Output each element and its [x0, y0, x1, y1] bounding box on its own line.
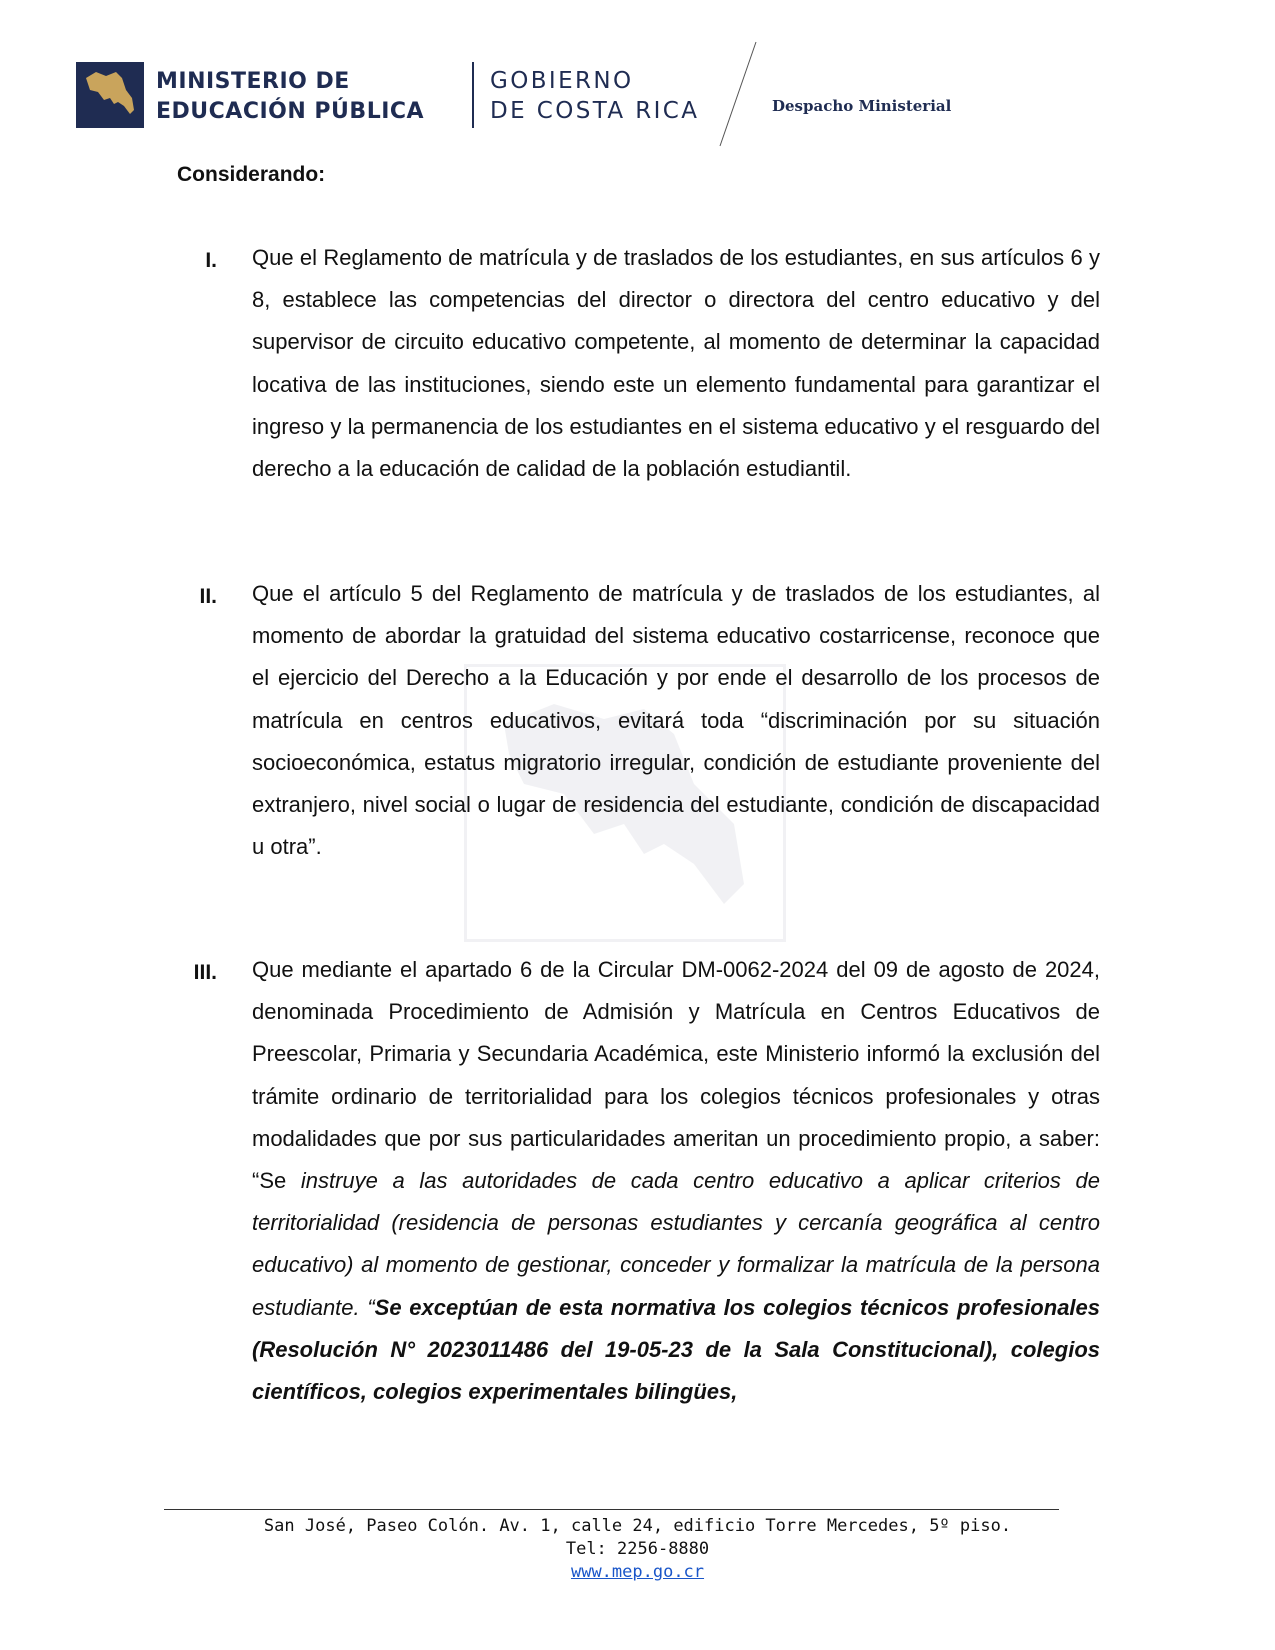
clause-text: Que el artículo 5 del Reglamento de matrícula y de traslados de los estudiantes, al momento de abordar la gratuidad del sistema educativo costarricense, reconoce que el ejercicio del Derecho a la Educación y por ende el desarrollo de los procesos de matrícula en centros educativos, evitará toda “discriminación por su situación socioeconómica, estatus migratorio irregular, condición de estudiante proveniente del extranjero, nivel social o lugar de residencia del estudiante, condición de discapacidad u otra”.: [252, 581, 1100, 860]
costa-rica-map-icon: [76, 62, 144, 128]
clause-text-plain: Que mediante el apartado 6 de la Circular DM-0062-2024 del 09 de agosto de 2024, denominada Procedimiento de Admisión y Matrícula en Centros Educativos de Preescolar, Primaria y Secundaria Académica, este Ministerio informó la exclusión del trámite ordinario de territorialidad para los colegios técnicos profesionales y otras modalidades que por sus particularidades ameritan un procedimiento propio, a saber: “Se: [252, 957, 1100, 1194]
footer-phone: Tel: 2256-8880: [565, 1539, 710, 1559]
header-divider: [472, 62, 474, 128]
ministry-line-2: EDUCACIÓN PÚBLICA: [156, 99, 425, 124]
ministry-logo: [76, 62, 144, 128]
ministry-name: [156, 67, 424, 127]
government-name: [490, 66, 699, 126]
government-line-1: GOBIERNO: [490, 68, 634, 94]
website-link[interactable]: www.mep.go.cr: [570, 1562, 705, 1582]
clause-numeral: II.: [199, 585, 217, 608]
clause-text-emphasis: Se exceptúan de esta normativa los colegios técnicos profesionales (Resolución N° 2023011486 del 19-05-23 de la Sala Constitucional), colegios científicos, colegios experimentales bilingües,: [252, 1294, 1101, 1405]
office-name: Despacho Ministerial: [772, 97, 952, 115]
footer-website-line: [0, 1562, 1275, 1582]
government-line-2: DE COSTA RICA: [490, 98, 700, 124]
header-slash-divider: [718, 40, 758, 150]
clause-text-quote: instruye a las autoridades de cada centro educativo a aplicar criterios de territorialidad (residencia de personas estudiantes y cercanía geográfica al centro educativo) al momento de gestionar, conceder y formalizar la matrícula de la persona estudiante. “: [252, 1168, 1100, 1320]
clause-numeral: I.: [205, 249, 217, 272]
clause-numeral: III.: [193, 961, 217, 984]
footer-address: San José, Paseo Colón. Av. 1, calle 24, edificio Torre Mercedes, 5º piso.: [263, 1516, 1012, 1536]
footer-divider: [164, 1509, 1059, 1510]
clause-text: Que el Reglamento de matrícula y de traslados de los estudiantes, en sus artículos 6 y 8, establece las competencias del director o directora del centro educativo y del supervisor de circuito educativo competente, al momento de determinar la capacidad locativa de las instituciones, siendo este un elemento fundamental para garantizar el ingreso y la permanencia de los estudiantes en el sistema educativo y el resguardo del derecho a la educación de calidad de la población estudiantil.: [252, 245, 1100, 482]
considering-heading: Considerando:: [177, 163, 326, 186]
ministry-line-1: MINISTERIO DE: [156, 69, 350, 94]
clause-text: [252, 949, 1100, 1413]
